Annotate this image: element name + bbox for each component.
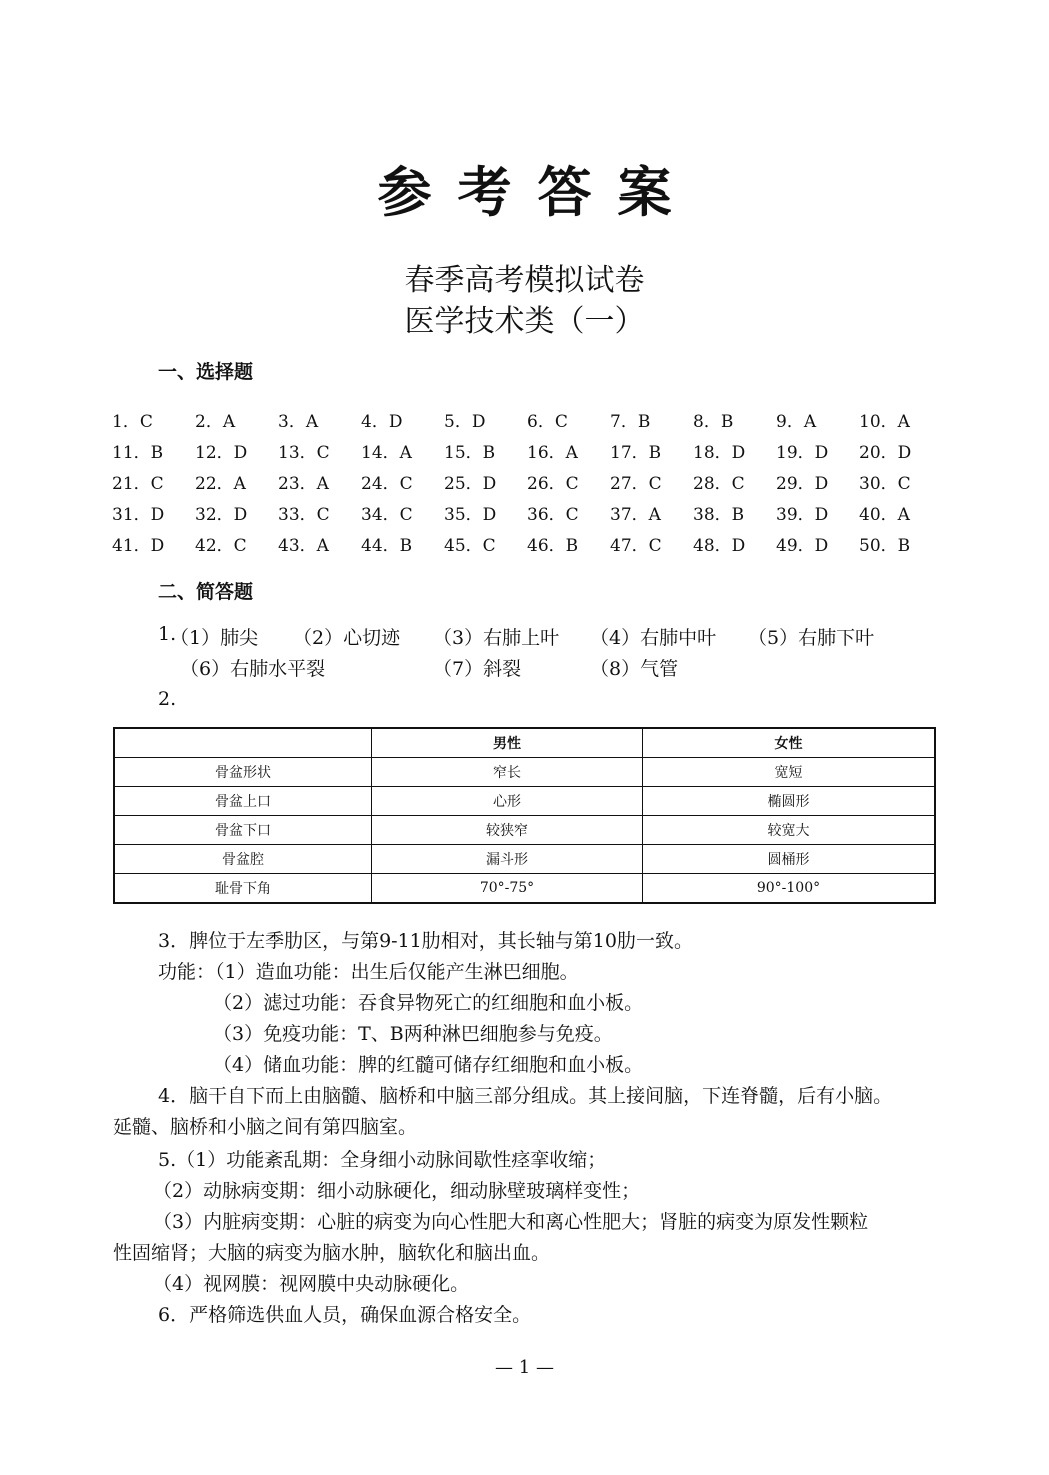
q1-item: （6）右肺水平裂 (180, 658, 326, 680)
q5-stage-2: （2）动脉病变期：细小动脉硬化，细动脉壁玻璃样变性； (153, 1180, 641, 1202)
answer-item: 14．A (361, 443, 412, 463)
q5-stage-1: 5.（1）功能紊乱期：全身细小动脉间歇性痉挛收缩； (158, 1149, 607, 1171)
table-row (114, 845, 935, 874)
answer-item: 32．D (195, 505, 248, 525)
answer-item: 44．B (361, 536, 413, 556)
answer-item: 10．A (859, 412, 910, 432)
answer-item: 50．B (859, 536, 911, 556)
answer-item: 41．D (112, 536, 165, 556)
answer-item: 36．C (527, 505, 579, 525)
answer-item: 26．C (527, 474, 579, 494)
table-cell: 心形 (372, 787, 643, 816)
answer-item: 12．D (195, 443, 248, 463)
q6-answer: 6．严格筛选供血人员，确保血源合格安全。 (158, 1304, 532, 1326)
answer-item: 21．C (112, 474, 164, 494)
answer-item: 20．D (859, 443, 912, 463)
answer-item: 49．D (776, 536, 829, 556)
q4-answer-line1: 4．脑干自下而上由脑髓、脑桥和中脑三部分组成。其上接间脑，下连脊髓，后有小脑。 (158, 1085, 893, 1107)
answer-item: 27．C (610, 474, 662, 494)
q5-stage-4: （4）视网膜：视网膜中央动脉硬化。 (153, 1273, 470, 1295)
table-row (114, 874, 935, 904)
answer-item: 2．A (195, 412, 236, 432)
answer-item: 17．B (610, 443, 662, 463)
answer-item: 24．C (361, 474, 413, 494)
table-cell: 骨盆形状 (114, 758, 372, 787)
answer-row (112, 497, 942, 528)
answer-item: 39．D (776, 505, 829, 525)
answer-item: 31．D (112, 505, 165, 525)
exam-category: 医学技术类（一） (404, 304, 645, 339)
q4-answer-line2: 延髓、脑桥和小脑之间有第四脑室。 (113, 1116, 418, 1138)
table-cell: 椭圆形 (643, 787, 936, 816)
q1-item: （2）心切迹 (293, 627, 401, 649)
answer-row (112, 466, 942, 497)
answer-item: 16．A (527, 443, 578, 463)
answer-item: 4．D (361, 412, 403, 432)
q3-answer: 3．脾位于左季肋区，与第9-11肋相对，其长轴与第10肋一致。 (158, 930, 693, 952)
answer-item: 30．C (859, 474, 911, 494)
answer-item: 5．D (444, 412, 486, 432)
page-title: 参考答案 (377, 161, 698, 224)
answer-item: 25．D (444, 474, 497, 494)
answer-item: 22．A (195, 474, 246, 494)
q1-item: （4）右肺中叶 (590, 627, 717, 649)
answer-item: 11．B (112, 443, 164, 463)
answer-item: 33．C (278, 505, 330, 525)
exam-name: 春季高考模拟试卷 (404, 263, 645, 298)
table-row (114, 816, 935, 845)
table-cell: 较宽大 (643, 816, 936, 845)
answer-item: 6．C (527, 412, 568, 432)
table-cell: 宽短 (643, 758, 936, 787)
answer-item: 37．A (610, 505, 661, 525)
answer-item: 47．C (610, 536, 662, 556)
table-cell: 骨盆下口 (114, 816, 372, 845)
answer-row (112, 528, 942, 559)
answer-row (112, 435, 942, 466)
answer-item: 1．C (112, 412, 153, 432)
q1-item: （8）气管 (590, 658, 679, 680)
q1-item: （7）斜裂 (433, 658, 522, 680)
answer-item: 19．D (776, 443, 829, 463)
answer-item: 46．B (527, 536, 579, 556)
table-row (114, 787, 935, 816)
pelvis-comparison-table (113, 727, 936, 904)
q1-item: （5）右肺下叶 (748, 627, 875, 649)
table-cell: 漏斗形 (372, 845, 643, 874)
table-header-cell (114, 728, 372, 758)
answer-item: 13．C (278, 443, 330, 463)
q5-stage-3-cont: 性固缩肾；大脑的病变为脑水肿，脑软化和脑出血。 (113, 1242, 551, 1264)
answer-item: 18．D (693, 443, 746, 463)
table-cell: 90°-100° (643, 874, 936, 904)
table-cell: 窄长 (372, 758, 643, 787)
table-header-cell: 女性 (643, 728, 936, 758)
answer-item: 45．C (444, 536, 496, 556)
answer-item: 42．C (195, 536, 247, 556)
q3-function-2: （2）滤过功能：吞食异物死亡的红细胞和血小板。 (213, 992, 644, 1014)
answer-item: 34．C (361, 505, 413, 525)
page-number: — 1 — (495, 1357, 554, 1378)
q3-function-4: （4）储血功能：脾的红髓可储存红细胞和血小板。 (213, 1054, 644, 1076)
answer-item: 23．A (278, 474, 329, 494)
section-heading-choice: 一、选择题 (158, 361, 254, 383)
q2-number: 2. (158, 688, 177, 710)
answer-item: 38．B (693, 505, 745, 525)
answer-item: 35．D (444, 505, 497, 525)
answer-item: 43．A (278, 536, 329, 556)
section-heading-short-answer: 二、简答题 (158, 581, 254, 603)
answer-item: 9．A (776, 412, 817, 432)
answer-item: 28．C (693, 474, 745, 494)
table-row (114, 758, 935, 787)
table-cell: 圆桶形 (643, 845, 936, 874)
answer-grid (112, 404, 942, 559)
answer-item: 29．D (776, 474, 829, 494)
answer-item: 48．D (693, 536, 746, 556)
answer-item: 8．B (693, 412, 734, 432)
table-cell: 较狭窄 (372, 816, 643, 845)
q3-function-3: （3）免疫功能：T、B两种淋巴细胞参与免疫。 (213, 1023, 613, 1045)
table-header-cell: 男性 (372, 728, 643, 758)
answer-row (112, 404, 942, 435)
answer-item: 15．B (444, 443, 496, 463)
table-header-row (114, 728, 935, 758)
answer-item: 7．B (610, 412, 651, 432)
q3-function-1: 功能：（1）造血功能：出生后仅能产生淋巴细胞。 (158, 961, 579, 983)
table-cell: 骨盆上口 (114, 787, 372, 816)
q5-stage-3: （3）内脏病变期：心脏的病变为向心性肥大和离心性肥大；肾脏的病变为原发性颗粒 (153, 1211, 869, 1233)
table-cell: 耻骨下角 (114, 874, 372, 904)
q1-number: 1. (158, 623, 177, 645)
table-cell: 骨盆腔 (114, 845, 372, 874)
q1-item: （3）右肺上叶 (433, 627, 560, 649)
table-cell: 70°-75° (372, 874, 643, 904)
q1-item: （1）肺尖 (170, 627, 259, 649)
answer-item: 40．A (859, 505, 910, 525)
answer-item: 3．A (278, 412, 319, 432)
